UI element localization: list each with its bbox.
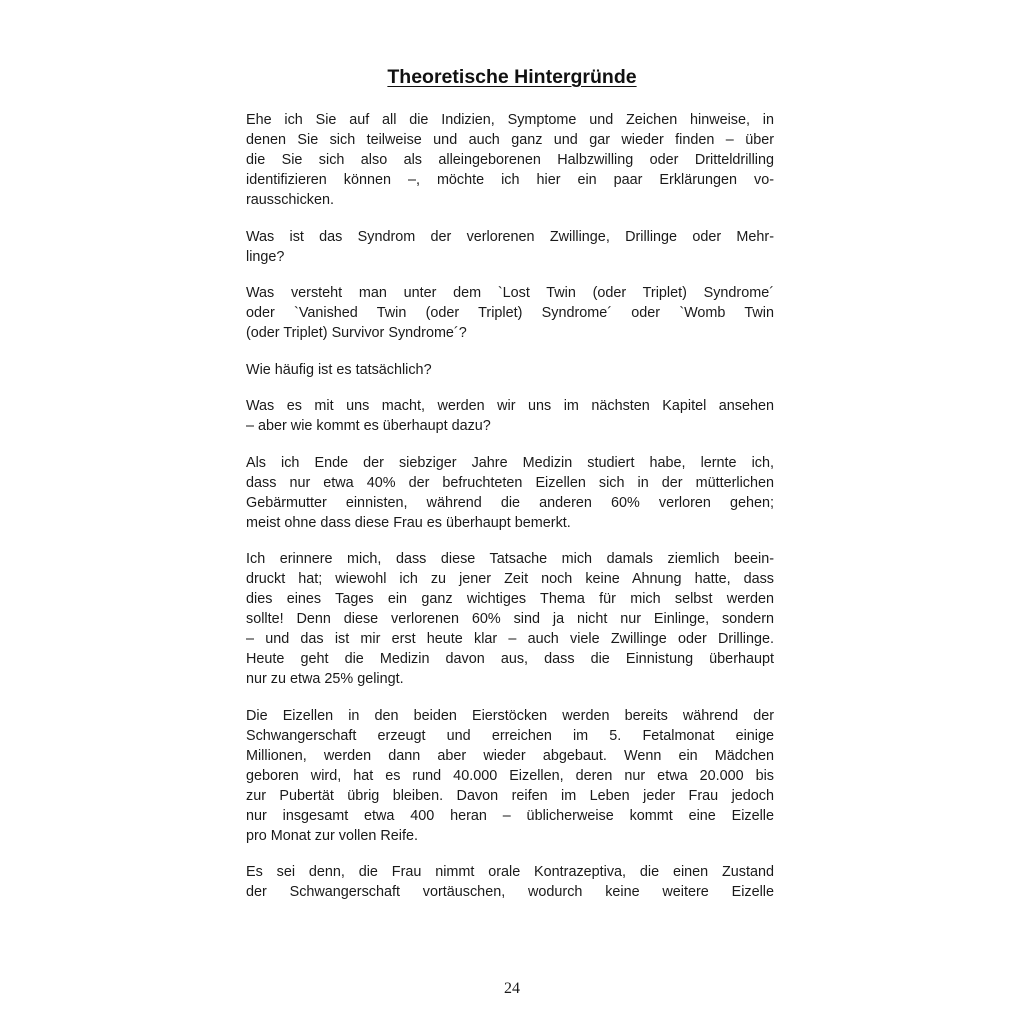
paragraph [246, 283, 774, 343]
text-line: druckt hat; wiewohl ich zu jener Zeit noch keine Ahnung hatte, dass [246, 571, 774, 587]
text-line: (oder Triplet) Survivor Syndrome´? [246, 325, 467, 341]
text-line: Was es mit uns macht, werden wir uns im nächsten Kapitel ansehen [246, 398, 774, 414]
text-line: nur zu etwa 25% gelingt. [246, 671, 404, 687]
text-line: sollte! Denn diese verlorenen 60% sind ja nicht nur Einlinge, sondern [246, 611, 774, 627]
paragraph [246, 549, 774, 689]
text-line: rausschicken. [246, 192, 334, 208]
text-line: Gebärmutter einnisten, während die anderen 60% verloren gehen; [246, 494, 774, 511]
text-line: identifizieren können –, möchte ich hier ein paar Erklärungen vo- [246, 172, 774, 188]
page-number: 24 [504, 980, 520, 997]
text-line: Als ich Ende der siebziger Jahre Medizin studiert habe, lernte ich, [246, 454, 774, 471]
text-line: dies eines Tages ein ganz wichtiges Thema für mich selbst werden [246, 591, 774, 607]
text-line: – und das ist mir erst heute klar – auch viele Zwillinge oder Drillinge. [246, 631, 774, 647]
text-line: geboren wird, hat es rund 40.000 Eizellen, deren nur etwa 20.000 bis [246, 767, 774, 784]
paragraph [246, 396, 774, 436]
text-line: denen Sie sich teilweise und auch ganz und gar wieder finden – über [246, 132, 774, 148]
text-line: Wie häufig ist es tatsächlich? [246, 361, 432, 378]
paragraph [246, 862, 774, 902]
text-line: nur insgesamt etwa 400 heran – üblicherweise kommt eine Eizelle [246, 807, 774, 824]
paragraph [246, 110, 774, 210]
text-line: Was versteht man unter dem `Lost Twin (oder Triplet) Syndrome´ [246, 285, 774, 301]
text-line: pro Monat zur vollen Reife. [246, 827, 418, 844]
paragraph [246, 227, 774, 267]
paragraph [246, 360, 774, 380]
text-line: linge? [246, 248, 285, 265]
page-title: Theoretische Hintergründe [387, 66, 637, 88]
paragraph [246, 453, 774, 533]
text-line: Es sei denn, die Frau nimmt orale Kontrazeptiva, die einen Zustand [246, 864, 774, 880]
body-text [246, 110, 774, 919]
paragraph [246, 706, 774, 846]
text-line: die Sie sich also als alleingeborenen Halbzwilling oder Dritteldrilling [246, 152, 774, 168]
text-line: Millionen, werden dann aber wieder abgebaut. Wenn ein Mädchen [246, 747, 774, 764]
text-line: Heute geht die Medizin davon aus, dass die Einnistung überhaupt [246, 651, 774, 667]
text-line: Schwangerschaft erzeugt und erreichen im 5. Fetalmonat einige [246, 727, 774, 744]
text-line: oder `Vanished Twin (oder Triplet) Syndrome´ oder `Womb Twin [246, 305, 774, 321]
text-line: dass nur etwa 40% der befruchteten Eizellen sich in der mütterlichen [246, 474, 774, 491]
text-line: Ehe ich Sie auf all die Indizien, Symptome und Zeichen hinweise, in [246, 112, 774, 128]
text-line: – aber wie kommt es überhaupt dazu? [246, 418, 491, 434]
text-line: Die Eizellen in den beiden Eierstöcken werden bereits während der [246, 707, 774, 724]
text-line: der Schwangerschaft vortäuschen, wodurch keine weitere Eizelle [246, 884, 774, 900]
text-line: Ich erinnere mich, dass diese Tatsache mich damals ziemlich beein- [246, 551, 774, 567]
text-line: meist ohne dass diese Frau es überhaupt bemerkt. [246, 514, 571, 531]
text-line: zur Pubertät übrig bleiben. Davon reifen im Leben jeder Frau jedoch [246, 787, 774, 804]
text-line: Was ist das Syndrom der verlorenen Zwillinge, Drillinge oder Mehr- [246, 228, 774, 245]
